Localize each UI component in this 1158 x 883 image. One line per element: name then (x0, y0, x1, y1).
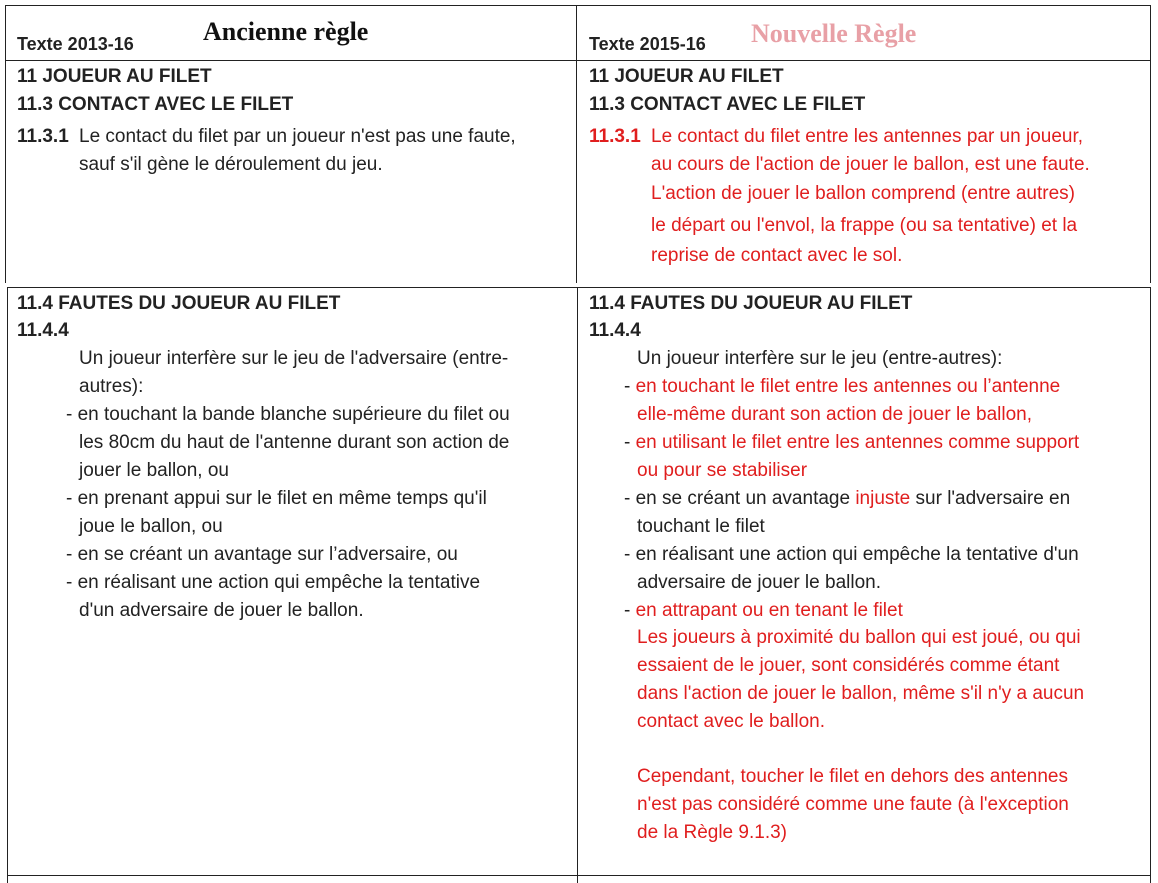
new-rule-text-line: L'action de jouer le ballon comprend (entre autres) (651, 183, 1075, 204)
changed-text: en touchant le filet entre les antennes ou l’antenne (635, 376, 1061, 397)
new-rule-title: Nouvelle Règle (751, 19, 917, 48)
old-faults-line: jouer le ballon, ou (79, 460, 229, 481)
new-section-heading: 11 JOUEUR AU FILET (589, 66, 784, 87)
new-faults-bullet-line: ou pour se stabiliser (637, 460, 808, 481)
new-faults-paragraph-line: n'est pas considéré comme une faute (à l'exception (637, 794, 1069, 815)
changed-text: en utilisant le filet entre les antennes comme support (635, 432, 1080, 453)
bullet-text: - en se créant un avantage (624, 488, 856, 509)
old-faults-line: - en prenant appui sur le filet en même temps qu'il (66, 488, 487, 509)
old-faults-line: d'un adversaire de jouer le ballon. (79, 600, 364, 621)
section2-right-border (1150, 287, 1151, 883)
section2-left-border (7, 287, 8, 883)
old-rule-number: 11.3.1 (17, 126, 69, 147)
new-faults-bullet-line (624, 485, 1070, 513)
new-rule-number: 11.3.1 (589, 126, 641, 147)
bullet-dash: - (624, 376, 636, 397)
new-faults-bullet-line (624, 373, 1060, 401)
new-subsection-heading: 11.3 CONTACT AVEC LE FILET (589, 94, 866, 115)
old-faults-line: - en réalisant une action qui empêche la tentative (66, 572, 481, 593)
old-text-label: Texte 2013-16 (17, 34, 134, 54)
old-section-heading: 11 JOUEUR AU FILET (17, 66, 212, 87)
old-rule-text-line: Le contact du filet par un joueur n'est pas une faute, (79, 126, 516, 147)
old-faults-heading: 11.4 FAUTES DU JOUEUR AU FILET (17, 293, 341, 314)
new-faults-paragraph-line: Les joueurs à proximité du ballon qui est joué, ou qui (637, 627, 1081, 648)
header-bottom-border (5, 60, 1151, 61)
new-faults-paragraph-line: essaient de le jouer, sont considérés comme étant (637, 655, 1060, 676)
table-right-border (1150, 5, 1151, 283)
new-faults-paragraph-line: Cependant, toucher le filet en dehors des antennes (637, 766, 1068, 787)
new-faults-bullet-line (624, 597, 903, 625)
old-rule-title: Ancienne règle (203, 17, 369, 46)
bullet-dash: - (624, 600, 636, 621)
new-text-label: Texte 2015-16 (589, 34, 706, 54)
bullet-dash: - (624, 432, 636, 453)
old-faults-line: - en touchant la bande blanche supérieure du filet ou (66, 404, 510, 425)
changed-text: injuste (855, 488, 911, 509)
old-rule-text-line: sauf s'il gène le déroulement du jeu. (79, 154, 383, 175)
section2-top-border (7, 287, 1151, 288)
new-rule-text-line: le départ ou l'envol, la frappe (ou sa tentative) et la (651, 215, 1078, 236)
table-left-border (5, 5, 6, 283)
new-rule-text-line: Le contact du filet entre les antennes par un joueur, (651, 126, 1084, 147)
new-faults-intro: Un joueur interfère sur le jeu (entre-autres): (637, 348, 1003, 369)
new-faults-number: 11.4.4 (589, 320, 641, 341)
new-faults-bullet-line: - en réalisant une action qui empêche la tentative d'un (624, 544, 1079, 565)
old-faults-line: joue le ballon, ou (79, 516, 223, 537)
new-rule-text-line: au cours de l'action de jouer le ballon, est une faute. (651, 154, 1090, 175)
changed-text: en attrapant ou en tenant le filet (635, 600, 903, 621)
old-faults-line: autres): (79, 376, 144, 397)
bullet-text: sur l'adversaire en (910, 488, 1071, 509)
new-faults-bullet-line: elle-même durant son action de jouer le ballon, (637, 404, 1033, 425)
table-bottom-border (7, 875, 1151, 876)
new-faults-paragraph-line: contact avec le ballon. (637, 711, 826, 732)
new-rule-text-line: reprise de contact avec le sol. (651, 245, 903, 266)
new-faults-bullet-line: touchant le filet (637, 516, 765, 537)
old-faults-number: 11.4.4 (17, 320, 69, 341)
new-faults-bullet-line: adversaire de jouer le ballon. (637, 572, 881, 593)
old-faults-line: - en se créant un avantage sur l’adversaire, ou (66, 544, 458, 565)
old-faults-line: les 80cm du haut de l'antenne durant son action de (79, 432, 510, 453)
new-faults-paragraph-line: de la Règle 9.1.3) (637, 822, 787, 843)
table-top-border (5, 5, 1151, 6)
new-faults-heading: 11.4 FAUTES DU JOUEUR AU FILET (589, 293, 913, 314)
old-subsection-heading: 11.3 CONTACT AVEC LE FILET (17, 94, 294, 115)
column-divider-top (576, 5, 577, 283)
old-faults-line: Un joueur interfère sur le jeu de l'adversaire (entre- (79, 348, 509, 369)
new-faults-bullet-line (624, 429, 1079, 457)
new-faults-paragraph-line: dans l'action de jouer le ballon, même s'il n'y a aucun (637, 683, 1085, 704)
column-divider-bottom (577, 287, 578, 883)
